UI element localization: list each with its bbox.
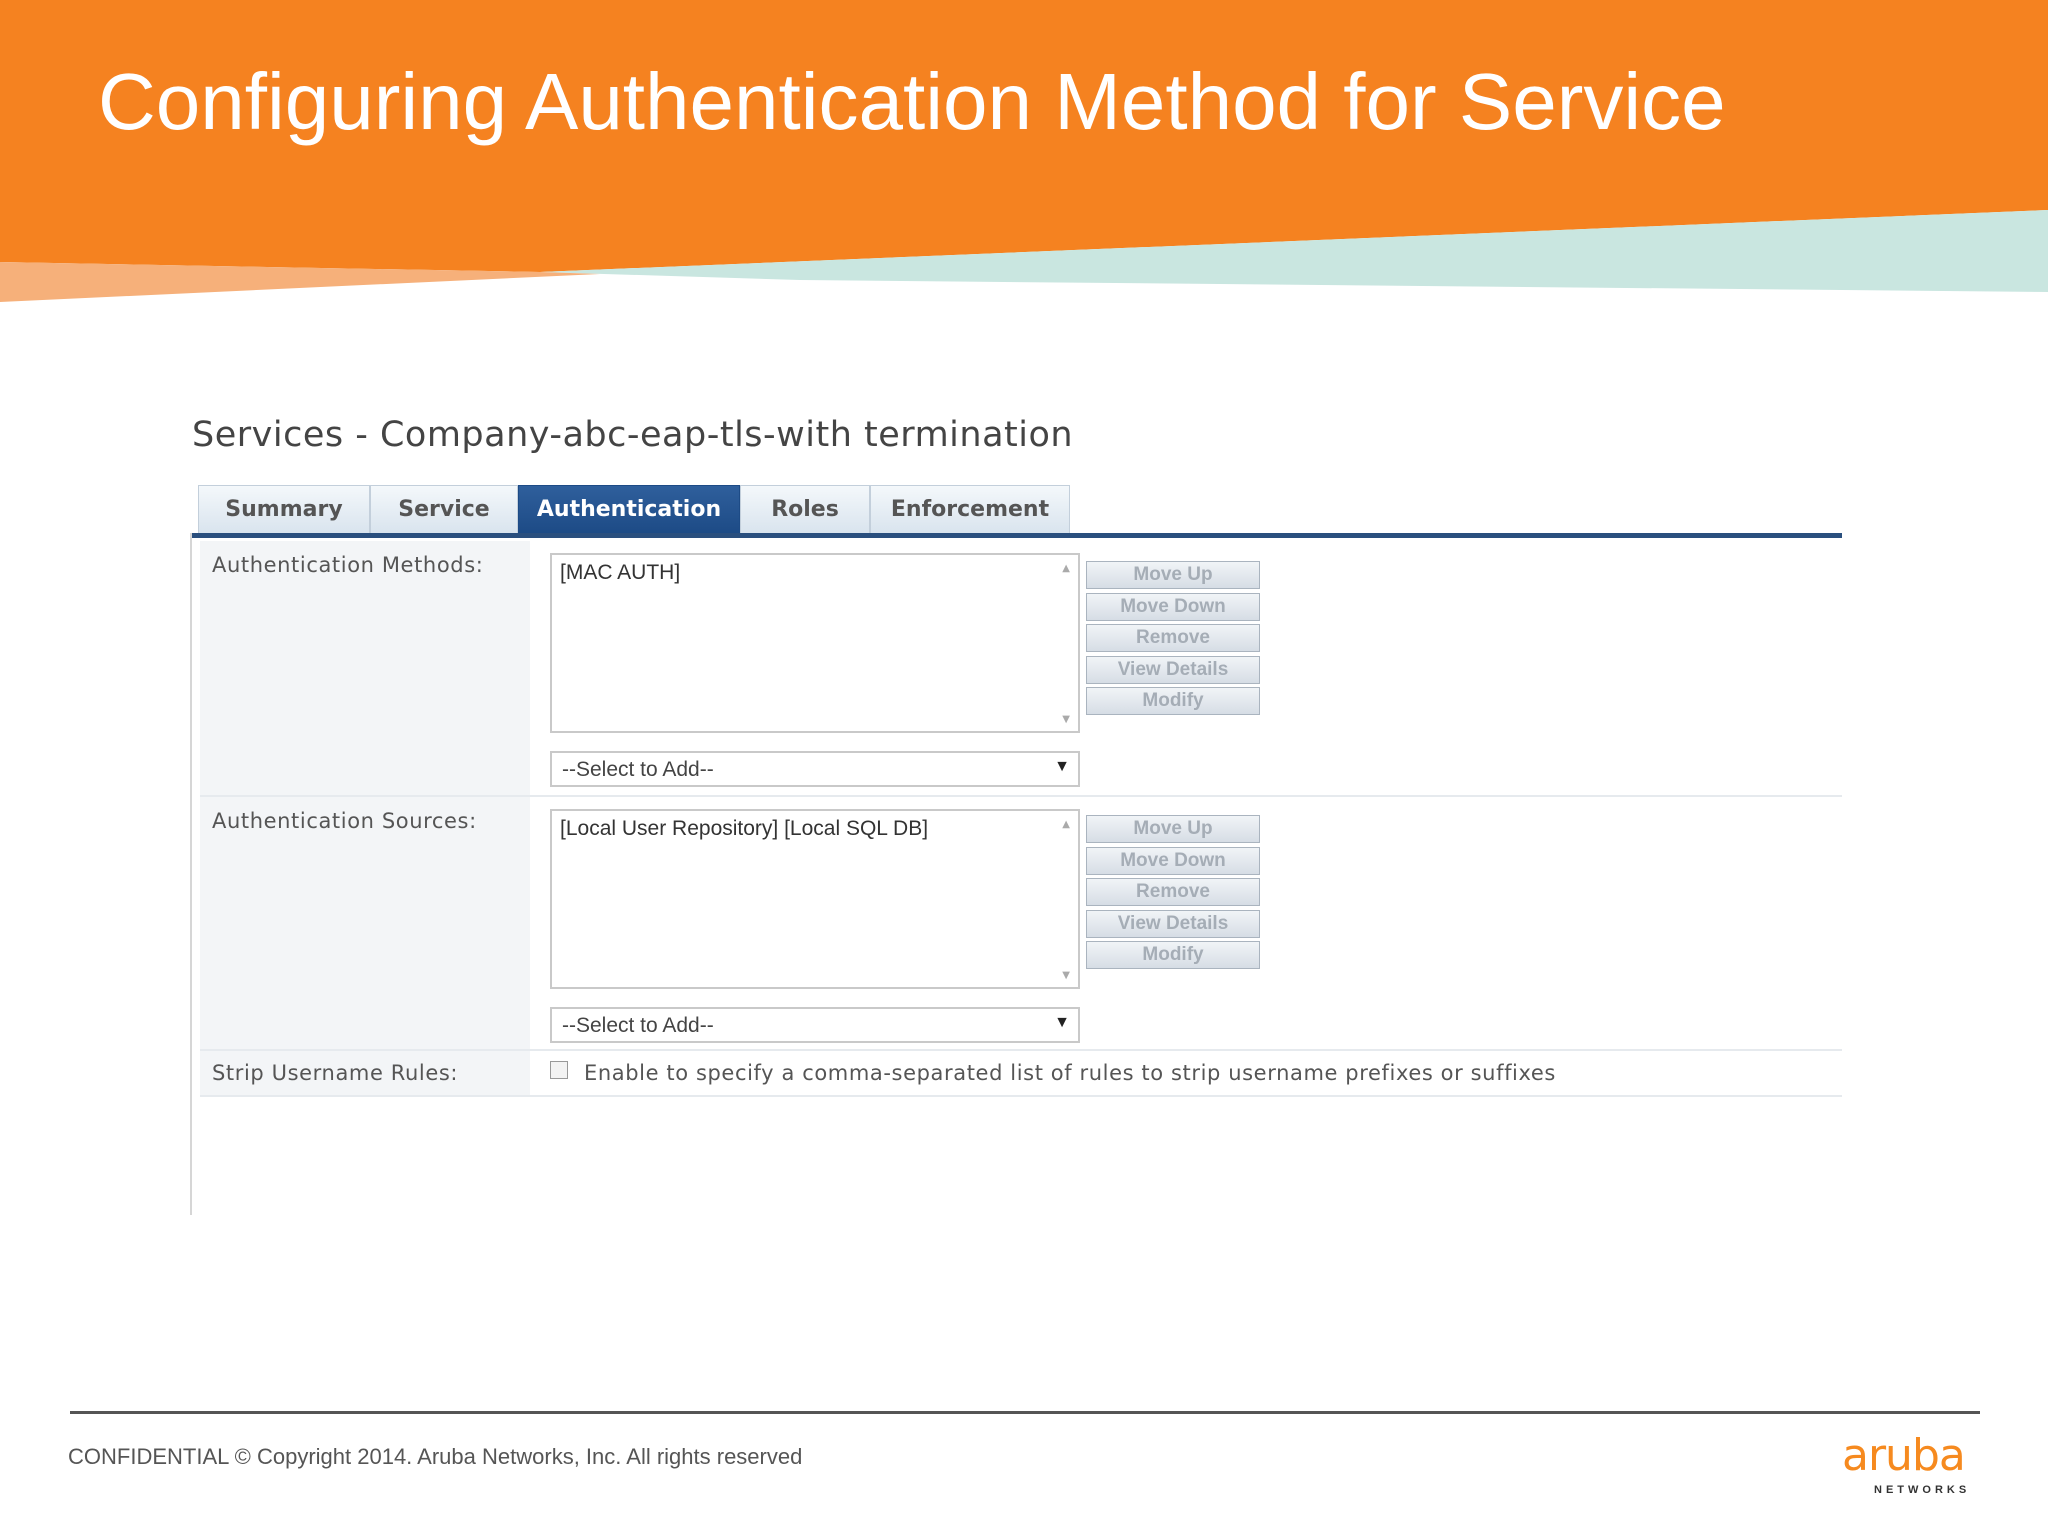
aruba-logo [1840, 1430, 1990, 1498]
slide-title: Configuring Authentication Method for Service [98, 57, 1726, 146]
tab-authentication[interactable]: Authentication [518, 485, 740, 533]
tab-bar [198, 485, 1070, 533]
strip-username-description: Enable to specify a comma-separated list of rules to strip username prefixes or suffixes [584, 1061, 1556, 1085]
remove-button[interactable]: Remove [1086, 624, 1260, 652]
panel-left-border [190, 533, 192, 1215]
service-title: Services - Company-abc-eap-tls-with termination [192, 415, 1074, 455]
service-config-panel [190, 405, 1846, 1215]
scroll-down-icon[interactable]: ▼ [1062, 970, 1070, 981]
authentication-methods-list[interactable] [550, 553, 1080, 733]
modify-button[interactable]: Modify [1086, 687, 1260, 715]
tab-enforcement[interactable]: Enforcement [870, 485, 1070, 533]
authentication-methods-buttons [1086, 561, 1262, 719]
strip-username-label: Strip Username Rules: [200, 1051, 530, 1095]
tab-summary[interactable]: Summary [198, 485, 370, 533]
authentication-methods-select[interactable] [550, 751, 1080, 787]
authentication-sources-row [200, 797, 1842, 1051]
move-down-button[interactable]: Move Down [1086, 847, 1260, 875]
tab-divider [190, 533, 1842, 538]
move-down-button[interactable]: Move Down [1086, 593, 1260, 621]
select-value: --Select to Add-- [562, 1014, 714, 1037]
tab-service[interactable]: Service [370, 485, 518, 533]
move-up-button[interactable]: Move Up [1086, 561, 1260, 589]
logo-subtitle: NETWORKS [1874, 1484, 1971, 1496]
scroll-up-icon[interactable]: ▲ [1062, 563, 1070, 574]
footer-divider [70, 1411, 1980, 1414]
logo-wordmark: aruba [1842, 1430, 1965, 1481]
authentication-methods-row [200, 541, 1842, 797]
scroll-down-icon[interactable]: ▼ [1062, 714, 1070, 725]
strip-username-row [200, 1051, 1842, 1097]
authentication-sources-select[interactable] [550, 1007, 1080, 1043]
scroll-up-icon[interactable]: ▲ [1062, 819, 1070, 830]
dropdown-arrow-icon: ▼ [1054, 1014, 1070, 1031]
view-details-button[interactable]: View Details [1086, 656, 1260, 684]
authentication-sources-label: Authentication Sources: [200, 797, 530, 1049]
modify-button[interactable]: Modify [1086, 941, 1260, 969]
move-up-button[interactable]: Move Up [1086, 815, 1260, 843]
list-item[interactable]: [MAC AUTH] [560, 561, 681, 584]
copyright-text: CONFIDENTIAL © Copyright 2014. Aruba Networks, Inc. All rights reserved [68, 1444, 803, 1469]
strip-username-checkbox[interactable] [550, 1061, 568, 1079]
authentication-sources-buttons [1086, 815, 1262, 973]
authentication-sources-list[interactable] [550, 809, 1080, 989]
authentication-methods-label: Authentication Methods: [200, 541, 530, 795]
dropdown-arrow-icon: ▼ [1054, 758, 1070, 775]
remove-button[interactable]: Remove [1086, 878, 1260, 906]
select-value: --Select to Add-- [562, 758, 714, 781]
tab-roles[interactable]: Roles [740, 485, 870, 533]
header-banner [0, 0, 2048, 310]
view-details-button[interactable]: View Details [1086, 910, 1260, 938]
list-item[interactable]: [Local User Repository] [Local SQL DB] [560, 817, 929, 840]
